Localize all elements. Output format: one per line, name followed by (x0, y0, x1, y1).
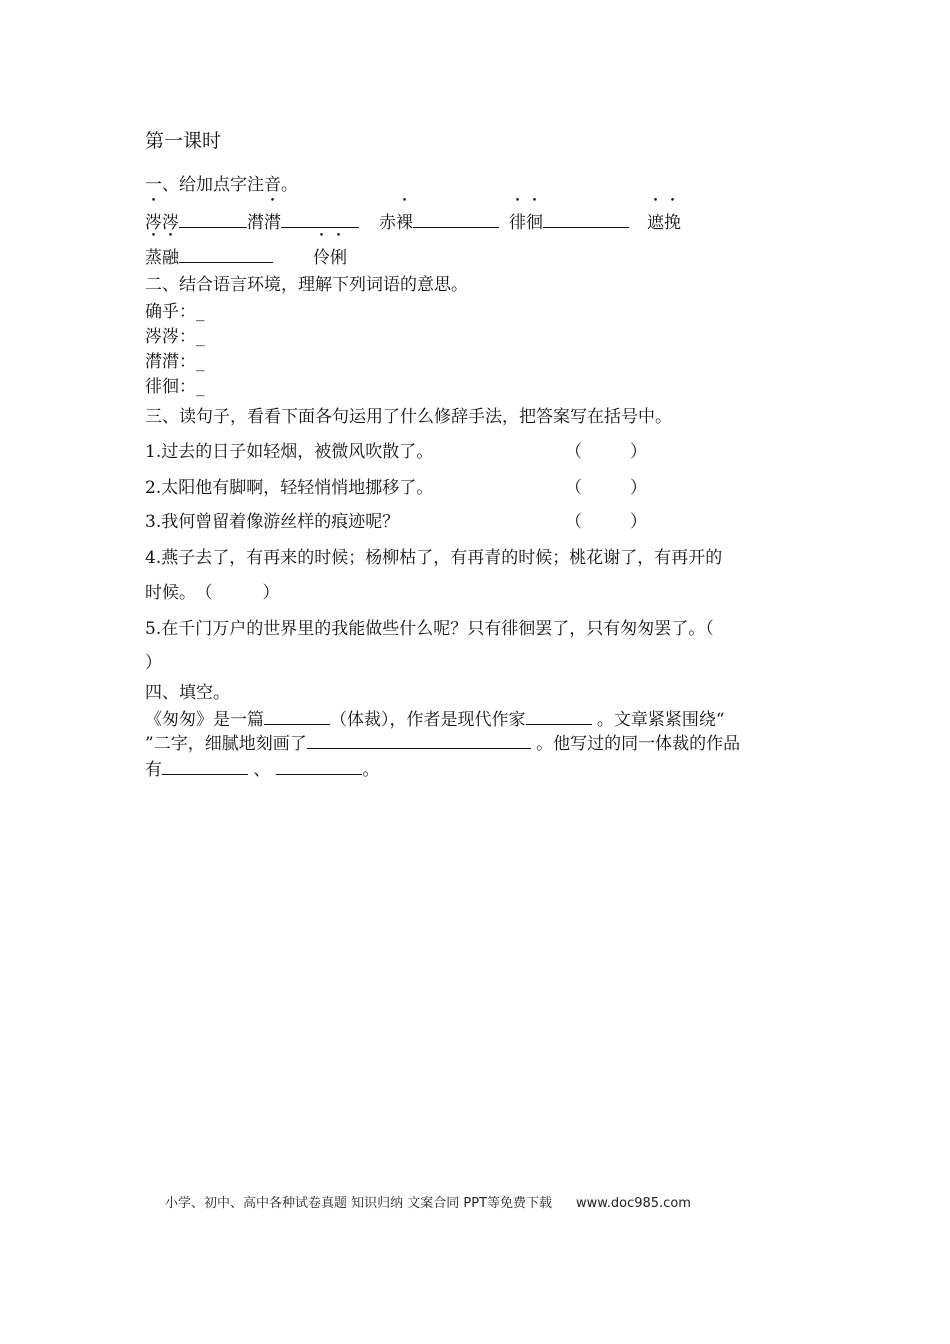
answer-blank (179, 210, 247, 228)
fill-blank (276, 757, 362, 775)
section-2-heading: 二、结合语言环境，理解下列词语的意思。 (145, 275, 468, 295)
word-3 (379, 213, 413, 233)
answer-blank (281, 210, 359, 228)
word-char: 徊 (526, 213, 543, 233)
word-char: 涔 (145, 213, 162, 233)
question-1: 1.过去的日子如轻烟，被微风吹散了。 (145, 442, 434, 462)
meaning-item: 涔涔：_ (145, 327, 205, 347)
fill-blank (526, 707, 592, 725)
question-4-line-1: 4.燕子去了，有再来的时候；杨柳枯了，有再青的时候；桃花谢了，有再开的 (145, 548, 723, 568)
word-char: 蒸 (145, 248, 162, 268)
word-2 (247, 213, 281, 233)
pinyin-row-2 (145, 245, 347, 269)
fill-line-2 (145, 731, 740, 755)
question-2: 2.太阳他有脚啊，轻轻悄悄地挪移了。 (145, 478, 434, 498)
page-title: 第一课时 (145, 130, 222, 152)
word-6 (145, 248, 179, 268)
word-char: 裸 (396, 213, 413, 233)
word-1 (145, 213, 179, 233)
word-5 (647, 213, 681, 233)
word-7 (313, 248, 347, 268)
fill-text: （体裁），作者是现代作家 (330, 710, 526, 730)
fill-line-1 (145, 707, 725, 731)
page-footer (165, 1192, 691, 1211)
answer-paren-close: ） (630, 478, 647, 498)
word-char: 伶 (313, 248, 330, 268)
fill-text: 。 (362, 760, 380, 780)
meaning-item: 潸潸：_ (145, 352, 205, 372)
meaning-item: 确乎：_ (145, 302, 205, 322)
answer-blank (413, 210, 499, 228)
answer-paren-close: ） (630, 442, 647, 462)
fill-text: 有 (145, 760, 162, 780)
pinyin-row-1 (145, 210, 681, 234)
answer-paren-open: （ (204, 583, 213, 603)
word-char: 挽 (664, 213, 681, 233)
question-4-tail: 时候。 (145, 583, 196, 603)
fill-blank (264, 707, 330, 725)
question-3: 3.我何曾留着像游丝样的痕迹呢？ (145, 512, 400, 532)
answer-blank (543, 210, 629, 228)
footer-url[interactable]: www.doc985.com (576, 1196, 691, 1211)
fill-line-3 (145, 757, 379, 781)
section-4-heading: 四、填空。 (145, 683, 230, 703)
question-4-line-2 (145, 582, 280, 604)
section-1-heading: 一、给加点字注音。 (145, 175, 298, 195)
footer-text: 小学、初中、高中各种试卷真题 知识归纳 文案合同 PPT等免费下载 (165, 1196, 553, 1211)
word-char: 涔 (162, 213, 179, 233)
word-char: 融 (162, 248, 179, 268)
fill-text: 、 (248, 760, 271, 780)
fill-blank (307, 731, 531, 749)
section-3-heading: 三、读句子，看看下面各句运用了什么修辞手法，把答案写在括号中。 (145, 407, 672, 427)
word-char: 潸 (264, 213, 281, 233)
fill-text: 《匆匆》是一篇 (145, 710, 264, 730)
word-char: 遮 (647, 213, 664, 233)
word-4 (509, 213, 543, 233)
answer-paren-open: （ (565, 442, 582, 462)
word-char: 潸 (247, 213, 264, 233)
answer-blank (179, 245, 273, 263)
answer-paren-open: （ (565, 512, 582, 532)
fill-text: ”二字，细腻地刻画了 (145, 734, 307, 754)
question-5-line-1: 5.在千门万户的世界里的我能做些什么呢？只有徘徊罢了，只有匆匆罢了。（ (145, 619, 714, 639)
question-5-line-2: ） (145, 653, 162, 673)
fill-text: 。文章紧紧围绕“ (591, 710, 725, 730)
fill-text: 。他写过的同一体裁的作品 (530, 734, 741, 754)
word-char: 徘 (509, 213, 526, 233)
answer-paren-open: （ (565, 478, 582, 498)
fill-blank (162, 757, 248, 775)
answer-paren-close: ） (630, 512, 647, 532)
word-char: 赤 (379, 213, 396, 233)
word-char: 俐 (330, 248, 347, 268)
answer-paren-close: ） (262, 583, 280, 603)
meaning-item: 徘徊：_ (145, 377, 205, 397)
